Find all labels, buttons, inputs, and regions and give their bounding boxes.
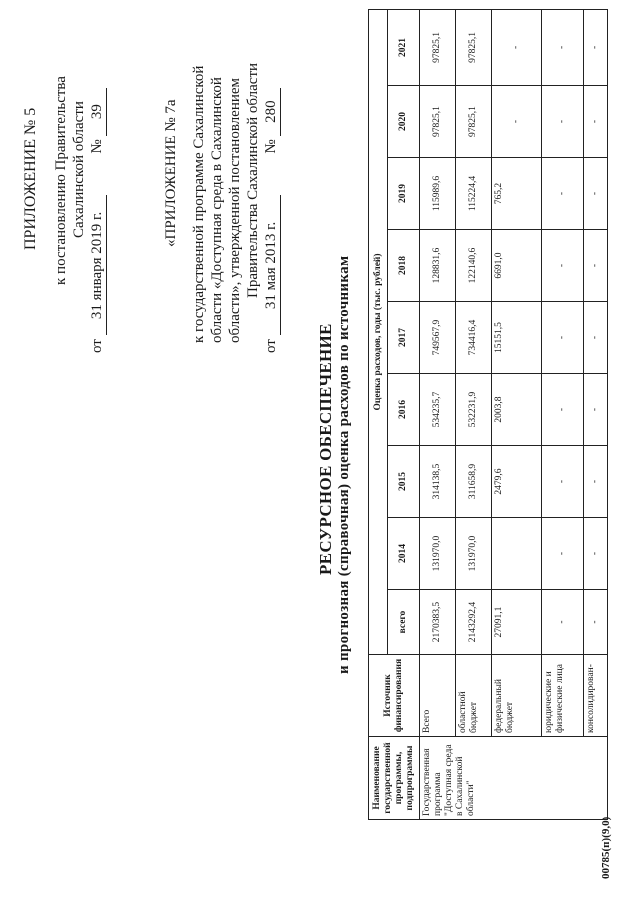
cell-value: 6691,0 <box>492 230 542 302</box>
appendix-7a-date: 31 мая 2013 г. <box>262 195 281 335</box>
col-header-year: 2021 <box>388 9 420 85</box>
cell-value: 115224,4 <box>456 158 492 230</box>
cell-value: 97825,1 <box>456 86 492 158</box>
cell-value: - <box>584 86 608 158</box>
col-header-year: 2018 <box>388 230 420 302</box>
appendix-5-no-label: № <box>89 139 105 154</box>
table-row <box>420 9 456 819</box>
cell-value: 2479,6 <box>492 446 542 518</box>
cell-value: 734416,4 <box>456 302 492 374</box>
cell-value: - <box>584 446 608 518</box>
appendix-5-date: 31 января 2019 г. <box>88 195 107 335</box>
cell-value: 314138,5 <box>420 446 456 518</box>
row-source: консолидирован- <box>584 655 608 737</box>
col-header-total: всего <box>388 590 420 655</box>
doc-subtitle: и прогнозная (справочная) оценка расходов по источникам <box>336 255 352 674</box>
cell-value: 131970,0 <box>420 518 456 590</box>
cell-value: 115989,6 <box>420 158 456 230</box>
cell-value: - <box>542 518 584 590</box>
col-header-estimate: Оценка расходов, годы (тыс. рублей) <box>369 9 388 654</box>
appendix-5-from: от <box>89 339 105 353</box>
cell-value: - <box>584 9 608 85</box>
program-name: Государственная программа "Доступная среда в Сахалинской области" <box>420 737 608 820</box>
row-source: областной бюджет <box>456 655 492 737</box>
cell-value: 131970,0 <box>456 518 492 590</box>
cell-value: - <box>584 302 608 374</box>
row-total: 27091,1 <box>492 590 542 655</box>
cell-value: 128831,6 <box>420 230 456 302</box>
cell-value: 765,2 <box>492 158 542 230</box>
cell-value: 2003,8 <box>492 374 542 446</box>
cell-value: - <box>584 230 608 302</box>
cell-value: - <box>584 158 608 230</box>
appendix-7a-no-label: № <box>263 139 279 154</box>
appendix-7a-date-line <box>262 88 281 353</box>
cell-value: - <box>542 446 584 518</box>
cell-value: 97825,1 <box>456 9 492 85</box>
row-total: 2143292,4 <box>456 590 492 655</box>
table-row <box>542 9 584 819</box>
doc-title: РЕСУРСНОЕ ОБЕСПЕЧЕНИЕ <box>316 323 335 575</box>
cell-value: 15151,5 <box>492 302 542 374</box>
col-header-year: 2014 <box>388 518 420 590</box>
appendix-5-line1: к постановлению Правительства <box>53 76 69 285</box>
cell-value: 97825,1 <box>420 9 456 85</box>
table-row <box>584 9 608 819</box>
row-total: - <box>542 590 584 655</box>
table-row <box>492 9 542 819</box>
appendix-7a-line4: Правительства Сахалинской области <box>245 62 261 298</box>
col-header-year: 2019 <box>388 158 420 230</box>
cell-value: - <box>492 86 542 158</box>
row-source: Всего <box>420 655 456 737</box>
col-header-name: Наименование государственной программы, подпрограммы <box>369 737 420 820</box>
resource-table <box>368 9 608 820</box>
footer-code: 00785(п)(9,0) <box>600 816 612 879</box>
col-header-source: Источник финансирования <box>369 655 420 737</box>
cell-value: 534235,7 <box>420 374 456 446</box>
col-header-year: 2017 <box>388 302 420 374</box>
cell-value: 311658,9 <box>456 446 492 518</box>
appendix-5-number: 39 <box>88 88 107 136</box>
appendix-7a-line2: области «Доступная среда в Сахалинской <box>209 77 225 343</box>
row-total: - <box>584 590 608 655</box>
row-total: 2170383,5 <box>420 590 456 655</box>
cell-value: - <box>584 518 608 590</box>
appendix-5-date-line <box>88 88 107 353</box>
row-source: федеральный бюджет <box>492 655 542 737</box>
cell-value: - <box>542 302 584 374</box>
appendix-7a-number: 280 <box>262 88 281 136</box>
appendix-7a-title: «ПРИЛОЖЕНИЕ № 7а <box>163 99 179 247</box>
table-row <box>456 9 492 819</box>
appendix-7a-from: от <box>263 339 279 353</box>
cell-value: 97825,1 <box>420 86 456 158</box>
cell-value: - <box>542 9 584 85</box>
appendix-5-title: ПРИЛОЖЕНИЕ № 5 <box>22 107 39 250</box>
cell-value: - <box>492 9 542 85</box>
cell-value: 532231,9 <box>456 374 492 446</box>
appendix-7a-line3: области», утвержденной постановлением <box>227 77 243 343</box>
cell-value <box>492 518 542 590</box>
col-header-year: 2015 <box>388 446 420 518</box>
appendix-7a-line1: к государственной программе Сахалинской <box>191 65 207 343</box>
cell-value: 749567,9 <box>420 302 456 374</box>
cell-value: - <box>542 374 584 446</box>
row-source: юридические и физические лица <box>542 655 584 737</box>
col-header-year: 2020 <box>388 86 420 158</box>
cell-value: - <box>542 158 584 230</box>
col-header-year: 2016 <box>388 374 420 446</box>
cell-value: - <box>542 86 584 158</box>
cell-value: 122140,6 <box>456 230 492 302</box>
cell-value: - <box>542 230 584 302</box>
appendix-5-line2: Сахалинской области <box>71 101 87 238</box>
cell-value: - <box>584 374 608 446</box>
